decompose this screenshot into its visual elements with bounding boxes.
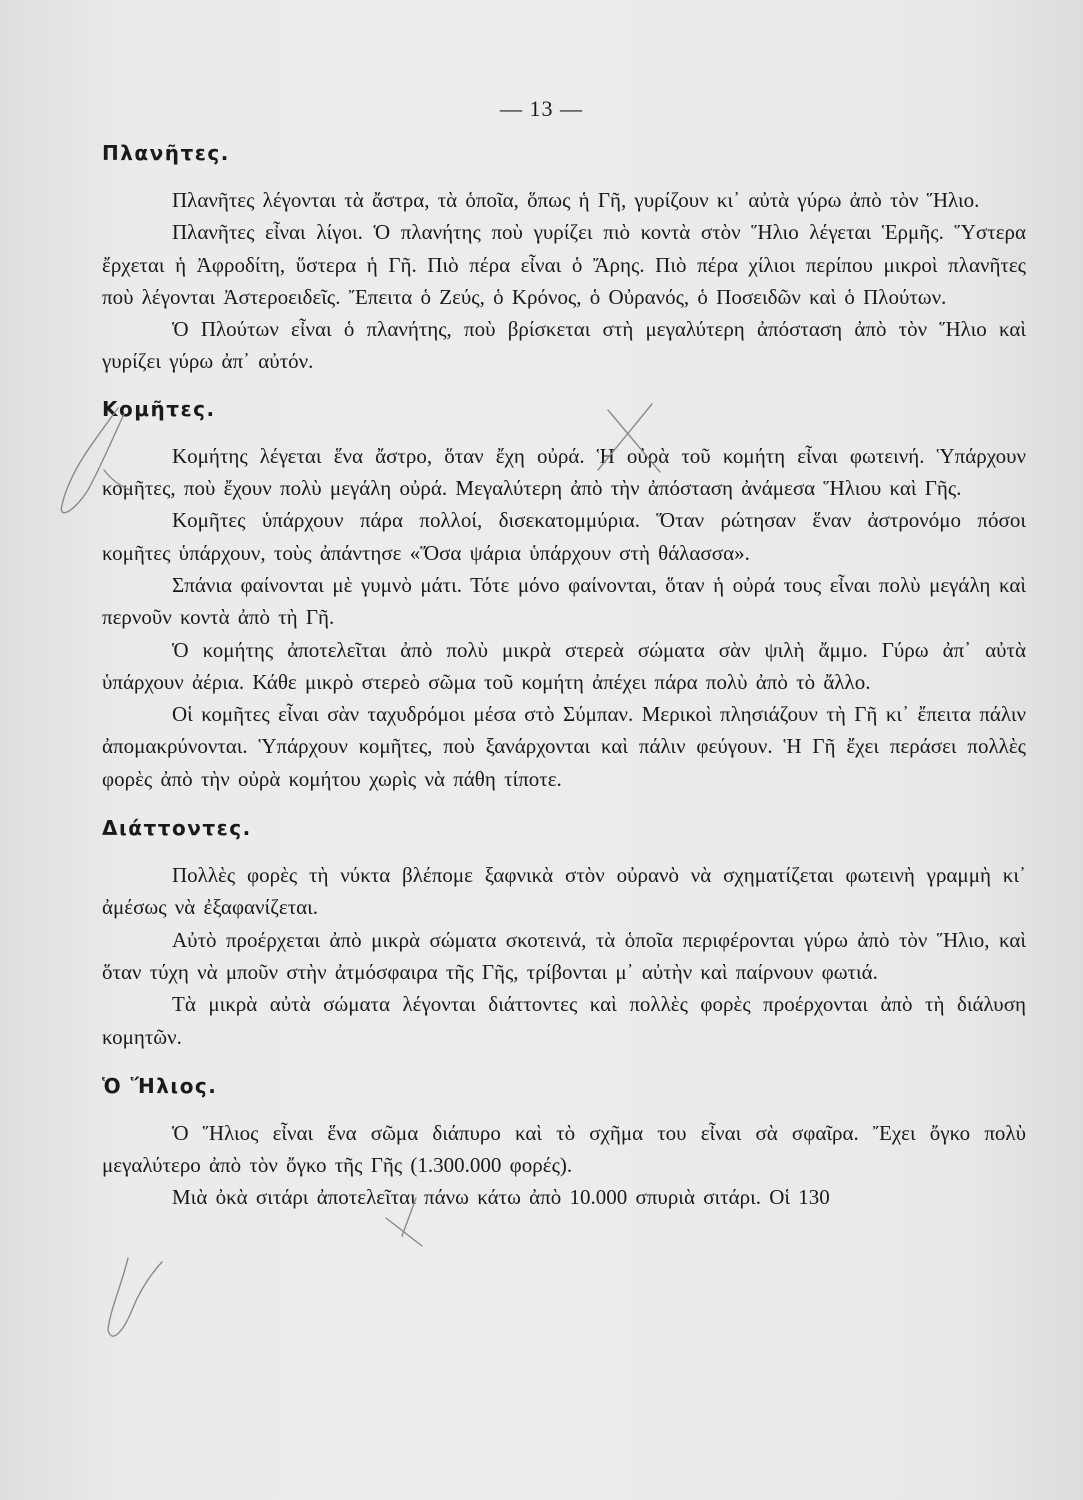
- section-planets: [102, 140, 1026, 378]
- paragraph: Τὰ μικρὰ αὐτὰ σώματα λέγονται διάττοντες καὶ πολλὲς φορὲς προέρχονται ἀπὸ τὴ διάλυση κομητῶν.: [102, 992, 1026, 1049]
- page-number: — 13 —: [500, 96, 583, 121]
- paragraph: Ὁ κομήτης ἀποτελεῖται ἀπὸ πολὺ μικρὰ στερεὰ σώματα σὰν ψιλὴ ἄμμο. Γύρω ἀπ᾽ αὐτὰ ὑπάρχουν ἀέρια. Κάθε μικρὸ στερεὸ σῶμα τοῦ κομήτη ἀπέχει πάρα πολὺ ἀπὸ τὸ ἄλλο.: [102, 637, 1026, 694]
- paragraph: Πλανῆτες λέγονται τὰ ἄστρα, τὰ ὁποῖα, ὅπως ἡ Γῆ, γυρίζουν κι᾽ αὐτὰ γύρω ἀπὸ τὸν Ἥλιο.: [172, 188, 980, 212]
- section-meteors: [102, 815, 1026, 1053]
- pencil-scribble-mark: [108, 1258, 162, 1336]
- paragraph: Ὁ Ἥλιος εἶναι ἕνα σῶμα διάπυρο καὶ τὸ σχῆμα του εἶναι σὰ σφαῖρα. Ἔχει ὄγκο πολὺ μεγαλύτερο ἀπὸ τὸν ὄγκο τῆς Γῆς (1.300.000 φορές).: [102, 1120, 1026, 1178]
- section-heading: Κομῆτες.: [102, 396, 216, 421]
- section-heading: Πλανῆτες.: [102, 141, 230, 165]
- paragraph: Πολλὲς φορὲς τὴ νύκτα βλέπομε ξαφνικὰ στὸν οὐρανὸ νὰ σχηματίζεται φωτεινὴ γραμμὴ κι᾽ ἀμέσως νὰ ἐξαφανίζεται.: [102, 863, 1026, 920]
- paragraph: Σπάνια φαίνονται μὲ γυμνὸ μάτι. Τότε μόνο φαίνονται, ὅταν ἡ οὐρά τους εἶναι πολὺ μεγάλη καὶ περνοῦν κοντὰ ἀπὸ τὴ Γῆ.: [102, 572, 1026, 630]
- section-comets: [102, 396, 1026, 795]
- paragraph: Οἱ κομῆτες εἶναι σὰν ταχυδρόμοι μέσα στὸ Σύμπαν. Μερικοὶ πλησιάζουν τὴ Γῆ κι᾽ ἔπειτα πάλιν ἀπομακρύνονται. Ὑπάρχουν κομῆτες, ποὺ ξανάρχονται καὶ πάλιν φεύγουν. Ἡ Γῆ ἔχει περάσει πολλὲς φορὲς ἀπὸ τὴν οὐρὰ κομήτου χωρὶς νὰ πάθη τίποτε.: [102, 702, 1026, 791]
- section-sun: [102, 1073, 1026, 1214]
- paragraph: Μιὰ ὀκὰ σιτάρι ἀποτελεῖται πάνω κάτω ἀπὸ 10.000 σπυριὰ σιτάρι. Οἱ 130: [172, 1185, 830, 1210]
- section-heading: Ὁ Ἥλιος.: [102, 1073, 218, 1098]
- paragraph: Πλανῆτες εἶναι λίγοι. Ὁ πλανήτης ποὺ γυρίζει πιὸ κοντὰ στὸν Ἥλιο λέγεται Ἑρμῆς. Ὕστερα ἔρχεται ἡ Ἀφροδίτη, ὕστερα ἡ Γῆ. Πιὸ πέρα εἶναι ὁ Ἄρης. Πιὸ πέρα χίλιοι περίπου μικροὶ πλανῆτες ποὺ λέγονται Ἀστεροειδεῖς. Ἔπειτα ὁ Ζεύς, ὁ Κρόνος, ὁ Οὐρανός, ὁ Ποσειδῶν καὶ ὁ Πλούτων.: [102, 220, 1026, 309]
- section-heading: Διάττοντες.: [102, 816, 252, 841]
- paragraph: Κομήτης λέγεται ἕνα ἄστρο, ὅταν ἔχη οὐρά. Ἡ οὐρὰ τοῦ κομήτη εἶναι φωτεινή. Ὑπάρχουν κομῆτες, ποὺ ἔχουν πολὺ μεγάλη οὐρά. Μεγαλύτερη ἀπὸ τὴν ἀπόσταση ἀνάμεσα Ἥλιου καὶ Γῆς.: [102, 443, 1026, 501]
- page-content: [102, 140, 1026, 1234]
- paragraph: Κομῆτες ὑπάρχουν πάρα πολλοί, δισεκατομμύρια. Ὅταν ρώτησαν ἕναν ἀστρονόμο πόσοι κομῆτες ὑπάρχουν, τοὺς ἀπάντησε «Ὅσα ψάρια ὑπάρχουν στὴ θάλασσα».: [102, 508, 1026, 565]
- paragraph: Ὁ Πλούτων εἶναι ὁ πλανήτης, ποὺ βρίσκεται στὴ μεγαλύτερη ἀπόσταση ἀπὸ τὸν Ἥλιο καὶ γυρίζει γύρω ἀπ᾽ αὐτόν.: [102, 317, 1026, 374]
- paragraph: Αὐτὸ προέρχεται ἀπὸ μικρὰ σώματα σκοτεινά, τὰ ὁποῖα περιφέρονται γύρω ἀπὸ τὸν Ἥλιο, καὶ ὅταν τύχη νὰ μποῦν στὴν ἀτμόσφαιρα τῆς Γῆς, τρίβονται μ᾽ αὐτὴν καὶ παίρνουν φωτιά.: [102, 927, 1026, 984]
